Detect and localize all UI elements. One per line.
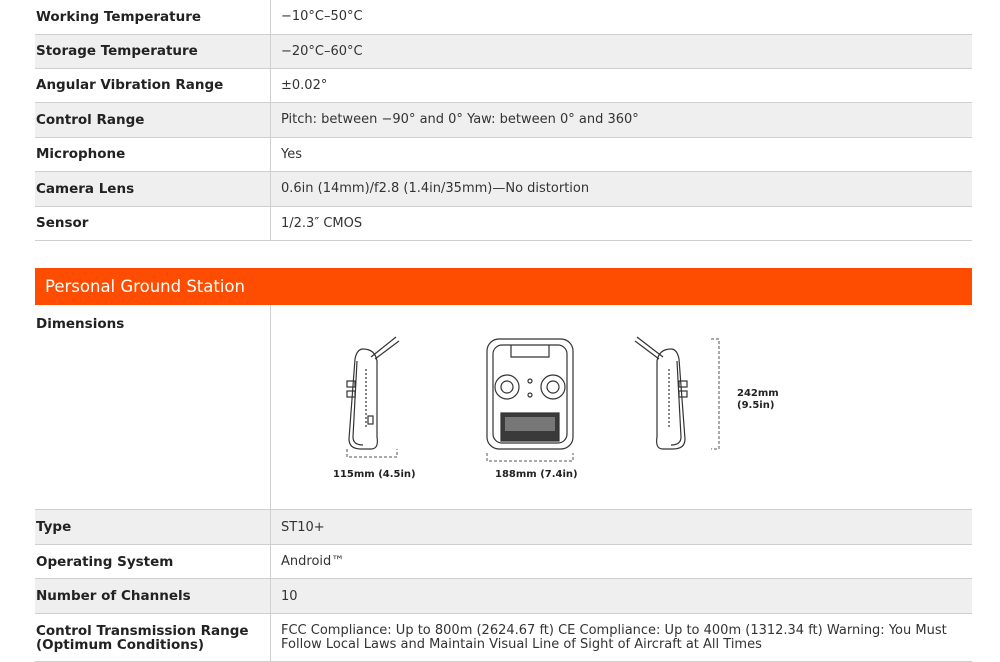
controller-dimensions-diagram (271, 309, 973, 502)
spec-value: 1/2.3″ CMOS (271, 206, 973, 240)
table-row (35, 137, 972, 171)
spec-table-top (35, 0, 972, 241)
spec-label: Operating System (35, 545, 271, 579)
controller-front-view (487, 339, 573, 449)
width-dimension-label: 188mm (7.4in) (495, 468, 578, 480)
controller-side-view-right (635, 337, 687, 449)
spec-value: 10 (271, 579, 973, 614)
spec-value: ST10+ (271, 510, 973, 545)
table-row (35, 0, 972, 34)
table-row (35, 171, 972, 206)
spec-value: −20°C–60°C (271, 34, 973, 68)
spec-value-line: Follow Local Laws and Maintain Visual Line of Sight of Aircraft at All Times (281, 636, 762, 652)
table-row (35, 510, 972, 545)
spec-label-line: (Optimum Conditions) (36, 636, 205, 653)
section-header (35, 268, 972, 305)
spec-label: Type (35, 510, 271, 545)
table-row (35, 579, 972, 614)
dimensions-diagram-cell (271, 305, 973, 510)
spec-label: Dimensions (35, 305, 271, 510)
spec-label: Sensor (35, 206, 271, 240)
spec-value: Android™ (271, 545, 973, 579)
height-dimension-label-mm: 242mm (737, 387, 779, 399)
depth-dimension-line (347, 449, 397, 457)
section-title: Personal Ground Station (45, 277, 245, 296)
spec-value-line: FCC Compliance: Up to 800m (2624.67 ft) CE Compliance: Up to 400m (1312.34 ft) Warning: You Must (281, 622, 947, 638)
spec-label: Number of Channels (35, 579, 271, 614)
spec-label: Control Range (35, 102, 271, 137)
spec-label: Working Temperature (35, 0, 271, 34)
spec-value: 0.6in (14mm)/f2.8 (1.4in/35mm)—No distortion (271, 171, 973, 206)
spec-label: Camera Lens (35, 171, 271, 206)
height-dimension-line (711, 339, 719, 449)
spec-label: Angular Vibration Range (35, 68, 271, 102)
spec-value: Pitch: between −90° and 0° Yaw: between 0° and 360° (271, 102, 973, 137)
spec-label: Microphone (35, 137, 271, 171)
height-dimension-label-in: (9.5in) (737, 399, 775, 411)
spec-label-line: Control Transmission Range (36, 622, 249, 639)
spec-label: Storage Temperature (35, 34, 271, 68)
spec-value: ±0.02° (271, 68, 973, 102)
spec-label (35, 614, 271, 662)
table-row (35, 545, 972, 579)
table-row (35, 305, 972, 510)
table-row (35, 68, 972, 102)
spec-value: −10°C–50°C (271, 0, 973, 34)
spec-value: Yes (271, 137, 973, 171)
table-row (35, 614, 972, 662)
spec-table-bottom (35, 305, 972, 662)
depth-dimension-label: 115mm (4.5in) (333, 468, 416, 480)
width-dimension-line (487, 453, 573, 461)
table-row (35, 34, 972, 68)
controller-side-view-left (347, 337, 399, 449)
table-row (35, 206, 972, 240)
table-row (35, 102, 972, 137)
spec-value (271, 614, 973, 662)
